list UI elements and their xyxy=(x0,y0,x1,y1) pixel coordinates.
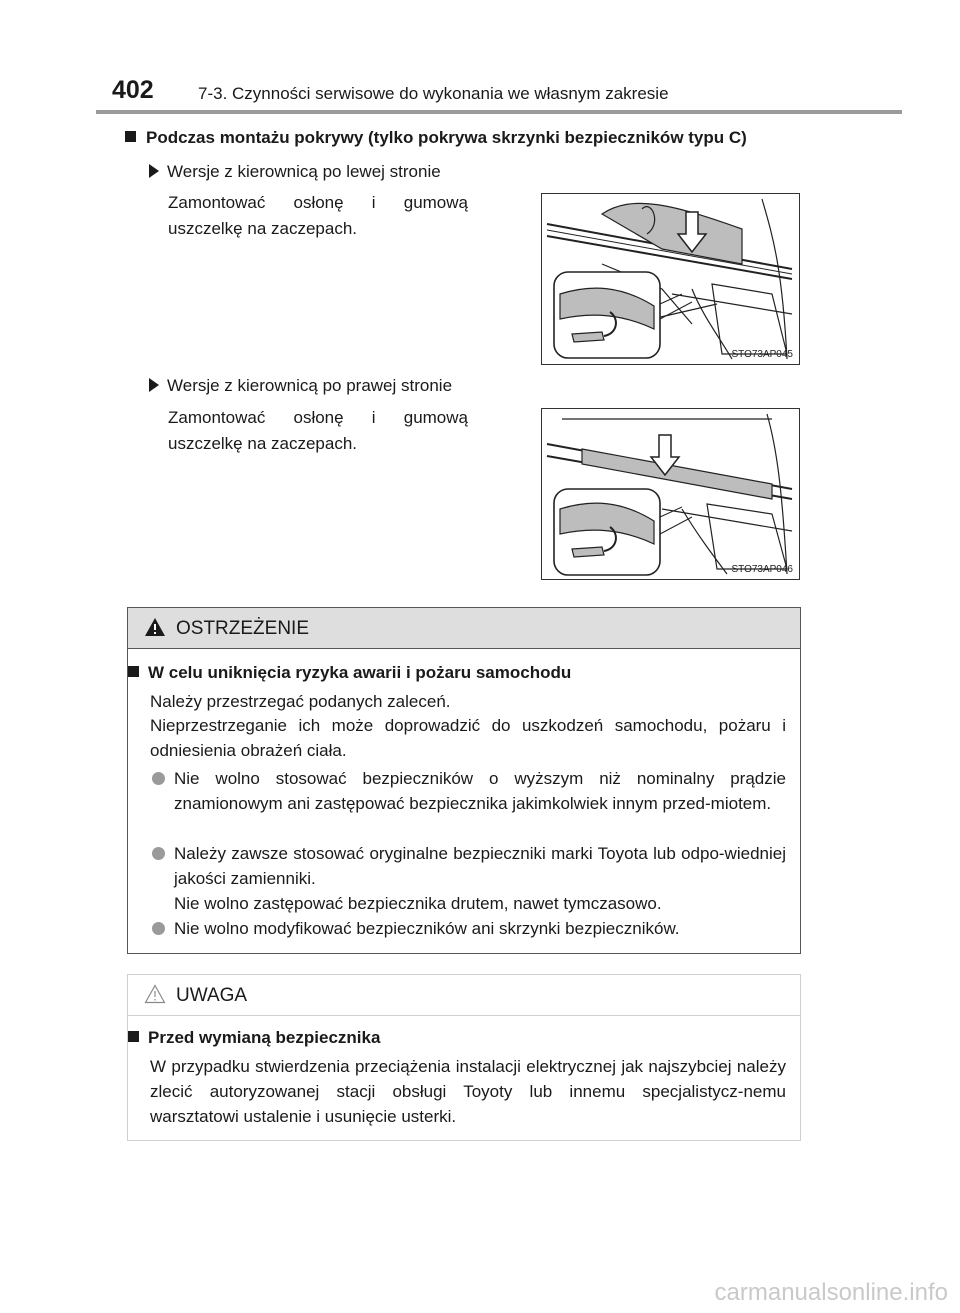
square-bullet-icon xyxy=(128,666,139,677)
header-rule xyxy=(96,110,902,114)
square-bullet-icon xyxy=(125,131,136,142)
variant-right-label xyxy=(149,376,452,396)
section-title-text: Podczas montażu pokrywy (tylko pokrywa skrzynki bezpieczników typu C) xyxy=(146,128,747,147)
notice-header xyxy=(128,975,800,1016)
variant-left-label xyxy=(149,162,441,182)
notice-subtitle xyxy=(128,1028,380,1048)
warning-subtitle-text: W celu uniknięcia ryzyka awarii i pożaru samochodu xyxy=(148,663,572,682)
notice-title: UWAGA xyxy=(176,985,248,1006)
variant-left-instruction: Zamontować osłonę i gumową uszczelkę na zaczepach. xyxy=(168,193,468,238)
variant-label: Wersje z kierownicą po prawej stronie xyxy=(167,376,453,395)
engine-bay-drawing xyxy=(542,409,799,579)
notice-box xyxy=(127,974,801,1141)
notice-text: W przypadku stwierdzenia przeciążenia instalacji elektrycznej jak najszybciej należy zlecić autoryzowanej stacji obsługi Toyoty lub innemu specjalistycz-nemu warsztatowi ustalenie i usunięcie usterki. xyxy=(150,1057,786,1126)
fuse-cover-illustration-right xyxy=(541,408,800,580)
bullet-text-extra: Nie wolno zastępować bezpiecznika drutem, nawet tymczasowo. xyxy=(174,894,662,913)
section-title xyxy=(125,128,747,148)
arrow-bullet-icon xyxy=(149,164,159,178)
notice-subtitle-text: Przed wymianą bezpiecznika xyxy=(148,1028,381,1047)
warning-bullet xyxy=(152,766,786,816)
square-bullet-icon xyxy=(128,1031,139,1042)
watermark: carmanualsonline.info xyxy=(714,1279,948,1306)
warning-bullet xyxy=(152,916,786,941)
variant-right-instruction: Zamontować osłonę i gumową uszczelkę na zaczepach. xyxy=(168,408,468,453)
bullet-dot-icon xyxy=(152,847,165,860)
engine-bay-drawing xyxy=(542,194,799,364)
page-number: 402 xyxy=(112,76,154,104)
caution-triangle-icon xyxy=(144,984,166,1004)
fuse-cover-illustration-left xyxy=(541,193,800,365)
bullet-dot-icon xyxy=(152,922,165,935)
warning-bullet xyxy=(152,841,786,916)
warning-subtitle xyxy=(128,663,571,683)
arrow-bullet-icon xyxy=(149,378,159,392)
bullet-text: Należy zawsze stosować oryginalne bezpieczniki marki Toyota lub odpo-wiedniej jakości zamienniki. xyxy=(174,844,786,888)
variant-label: Wersje z kierownicą po lewej stronie xyxy=(167,162,441,181)
bullet-dot-icon xyxy=(152,772,165,785)
bullet-text: Nie wolno stosować bezpieczników o wyższym niż nominalny prądzie znamionowym ani zastępować bezpiecznika jakimkolwiek innym przed-miotem. xyxy=(174,769,786,813)
figure-code: STO73AP045 xyxy=(731,349,793,360)
bullet-text: Nie wolno modyfikować bezpieczników ani skrzynki bezpieczników. xyxy=(174,919,680,938)
warning-box xyxy=(127,607,801,954)
warning-triangle-icon xyxy=(144,617,166,637)
figure-code: STO73AP046 xyxy=(731,564,793,575)
warning-header xyxy=(128,608,800,649)
warning-intro-1: Należy przestrzegać podanych zaleceń. xyxy=(150,692,451,711)
warning-title: OSTRZEŻENIE xyxy=(176,618,310,639)
chapter-title: 7-3. Czynności serwisowe do wykonania we własnym zakresie xyxy=(198,84,669,103)
warning-intro-2: Nieprzestrzeganie ich może doprowadzić do uszkodzeń samochodu, pożaru i odniesienia obrażeń ciała. xyxy=(150,716,786,760)
